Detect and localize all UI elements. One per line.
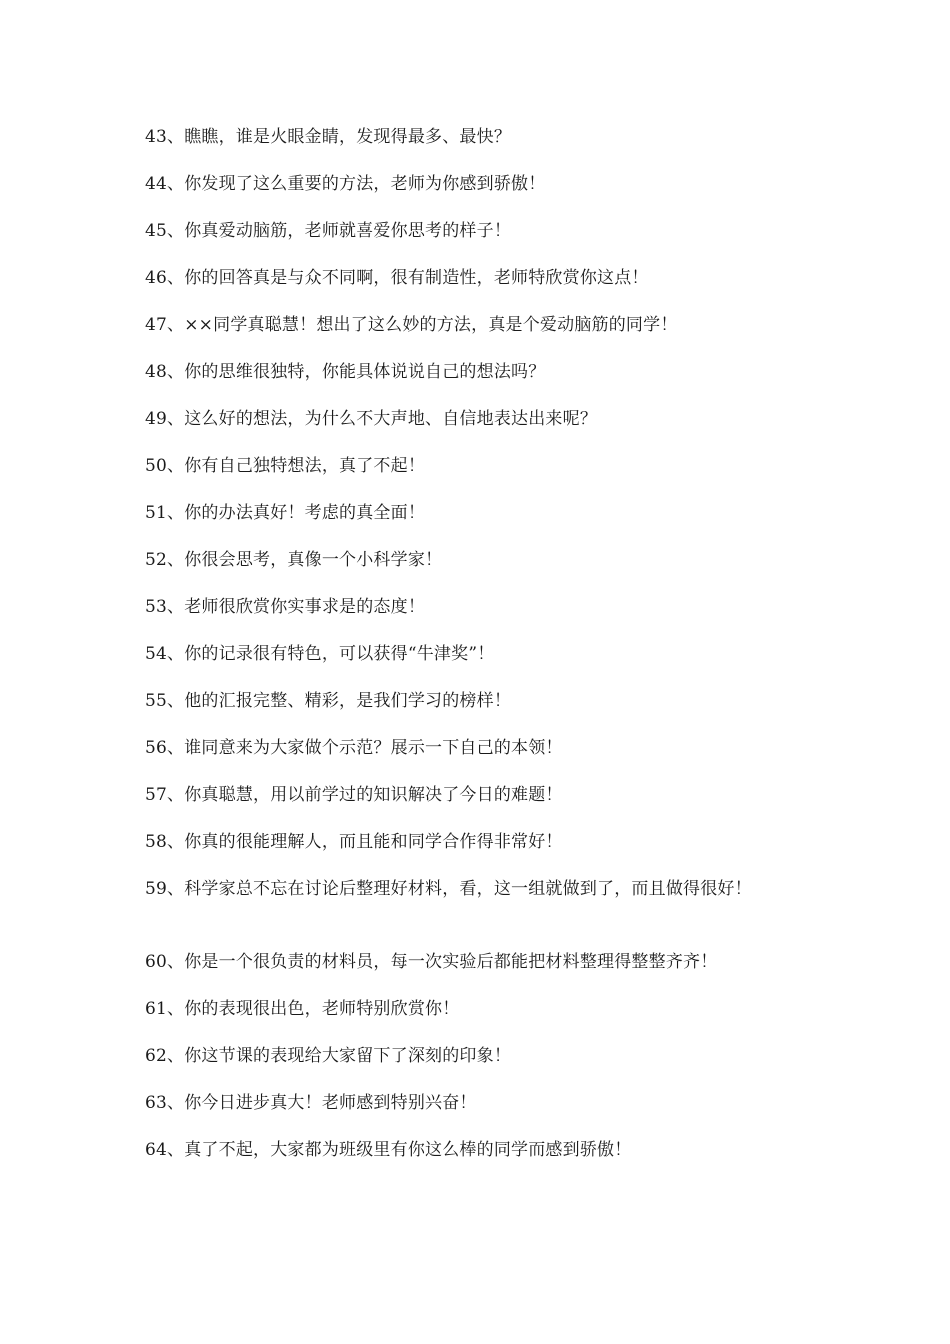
list-item: 54、你的记录很有特色，可以获得“牛津奖”！ bbox=[145, 644, 495, 664]
list-item: 50、你有自己独特想法，真了不起！ bbox=[145, 456, 426, 476]
list-item: 62、你这节课的表现给大家留下了深刻的印象！ bbox=[145, 1046, 512, 1066]
list-item: 60、你是一个很负责的材料员，每一次实验后都能把材料整理得整整齐齐！ bbox=[145, 952, 718, 972]
list-item: 48、你的思维很独特，你能具体说说自己的想法吗？ bbox=[145, 362, 546, 382]
list-item: 64、真了不起，大家都为班级里有你这么棒的同学而感到骄傲！ bbox=[145, 1140, 632, 1160]
list-item: 56、谁同意来为大家做个示范？展示一下自己的本领！ bbox=[145, 738, 563, 758]
list-item: 57、你真聪慧，用以前学过的知识解决了今日的难题！ bbox=[145, 785, 563, 805]
list-item: 44、你发现了这么重要的方法，老师为你感到骄傲！ bbox=[145, 174, 546, 194]
list-item: 51、你的办法真好！考虑的真全面！ bbox=[145, 503, 426, 523]
list-item: 61、你的表现很出色，老师特别欣赏你！ bbox=[145, 999, 460, 1019]
list-item: 55、他的汇报完整、精彩，是我们学习的榜样！ bbox=[145, 691, 512, 711]
list-item: 52、你很会思考，真像一个小科学家！ bbox=[145, 550, 443, 570]
list-item: 45、你真爱动脑筋，老师就喜爱你思考的样子！ bbox=[145, 221, 512, 241]
list-item: 43、瞧瞧，谁是火眼金睛，发现得最多、最快？ bbox=[145, 127, 512, 147]
list-item: 63、你今日进步真大！老师感到特别兴奋！ bbox=[145, 1093, 477, 1113]
list-item: 49、这么好的想法，为什么不大声地、自信地表达出来呢？ bbox=[145, 409, 598, 429]
list-item: 58、你真的很能理解人，而且能和同学合作得非常好！ bbox=[145, 832, 563, 852]
list-item: 53、老师很欣赏你实事求是的态度！ bbox=[145, 597, 426, 617]
list-item: 47、××同学真聪慧！想出了这么妙的方法，真是个爱动脑筋的同学！ bbox=[145, 315, 678, 335]
list-item: 59、科学家总不忘在讨论后整理好材料，看，这一组就做到了，而且做得很好！ bbox=[145, 879, 752, 899]
list-item: 46、你的回答真是与众不同啊，很有制造性，老师特欣赏你这点！ bbox=[145, 268, 649, 288]
